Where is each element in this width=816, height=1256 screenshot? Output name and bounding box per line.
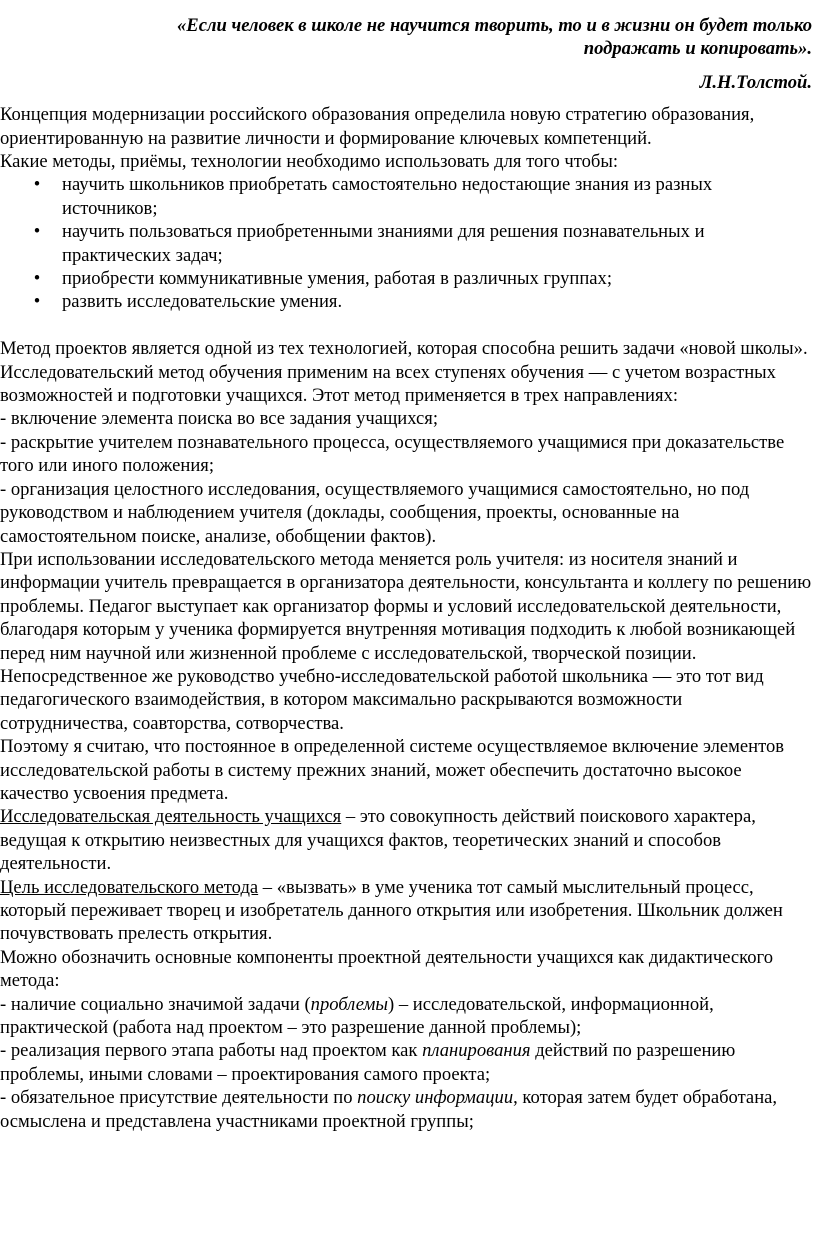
component-emphasis: поиску информации [357,1087,514,1109]
component-item-3 [0,1086,812,1133]
component-item-2 [0,1039,812,1086]
component-text: ) – исследовательской, информационной, практической (работа над проектом – это разрешение данной проблемы); [0,993,714,1039]
list-item-text: приобрести коммуникативные умения, работая в различных группах; [62,268,613,290]
component-emphasis: планирования [422,1040,531,1062]
list-item-text: научить пользоваться приобретенными знаниями для решения познавательных и практических задач; [62,221,705,266]
list-item [33,173,812,220]
definition-method-goal [0,876,812,946]
paragraph-research-method: Исследовательский метод обучения применим на всех ступенях обучения — с учетом возрастных возможностей и подготовки учащихся. Этот метод применяется в трех направлениях: [0,361,776,407]
component-emphasis: проблемы [310,993,388,1015]
paragraph-teacher-role: При использовании исследовательского метода меняется роль учителя: из носителя знаний и информации учитель превращается в организатора деятельности, консультанта и коллегу по решению проблемы. Педагог выступает как организатор формы и условий исследовательской деятельности, благодаря которым у ученика формируется внутренняя мотивация подходить к любой возникающей перед ним научной или жизненной проблеме с исследовательской, творческой позиции. Непосредственное же руководство учебно-исследовательской работой школьника — это тот вид педагогического взаимодействия, в котором максимально раскрываются возможности сотрудничества, соавторства, сотворчества. [0,548,812,734]
epigraph-line-1: «Если человек в школе не научится творить, то и в жизни он будет только [177,15,812,36]
component-text: - обязательное присутствие деятельности по [0,1087,358,1109]
list-item [33,290,812,313]
component-item-1 [0,993,812,1040]
component-text: - реализация первого этапа работы над проектом как [0,1040,423,1062]
definition-text: – «вызвать» в уме ученика тот самый мыслительный процесс, который переживает творец и изобретатель данного открытия или изобретения. Школьник должен почувствовать прелесть открытия. [0,876,783,945]
definition-term: Исследовательская деятельность учащихся [0,806,342,828]
bullet-icon: • [33,174,41,196]
bullet-icon: • [33,291,41,313]
definition-research-activity [0,805,812,875]
list-item-text: научить школьников приобретать самостоятельно недостающие знания из разных источников; [62,174,713,219]
paragraph-therefore: Поэтому я считаю, что постоянное в определенной системе осуществляемое включение элементов исследовательской работы в систему прежних знаний, может обеспечить достаточно высокое качество усвоения предмета. [0,736,785,804]
bullet-icon: • [33,268,41,290]
paragraph-question: Какие методы, приёмы, технологии необходимо использовать для того чтобы: [0,151,619,173]
paragraph-project-method: Метод проектов является одной из тех технологией, которая способна решить задачи «новой школы». [0,338,808,360]
list-item [33,220,812,267]
bullet-icon: • [33,221,41,243]
blank-line [0,314,812,337]
epigraph-quote [0,0,812,61]
goals-bullet-list [0,173,812,313]
component-text: действий по разрешению проблемы, иными словами – проектирования самого проекта; [0,1040,736,1085]
definition-text: – это совокупность действий поискового характера, ведущая к открытию неизвестных для учащихся фактов, теоретических знаний и способов деятельности. [0,806,756,875]
epigraph-line-2: подражать и копировать». [583,38,812,60]
list-item-text: развить исследовательские умения. [62,291,343,313]
definition-term: Цель исследовательского метода [0,876,259,898]
list-item [33,267,812,290]
direction-item-3: - организация целостного исследования, осуществляемого учащимися самостоятельно, но под руководством и наблюдением учителя (доклады, сообщения, проекты, основанные на самостоятельном поиске, анализе, обобщении фактов). [0,478,750,547]
component-text: , которая затем будет обработана, осмыслена и представлена участниками проектной группы; [0,1087,778,1132]
epigraph-author: Л.Н.Толстой. [699,71,812,93]
paragraph-concept: Концепция модернизации российского образования определила новую стратегию образования, ориентированную на развитие личности и формирование ключевых компетенций. [0,104,755,149]
component-text: - наличие социально значимой задачи ( [0,993,311,1015]
direction-item-2: - раскрытие учителем познавательного процесса, осуществляемого учащимися при доказательстве того или иного положения; [0,431,785,477]
paragraph-components: Можно обозначить основные компоненты проектной деятельности учащихся как дидактического метода: [0,946,774,992]
direction-item-1: - включение элемента поиска во все задания учащихся; [0,408,438,430]
